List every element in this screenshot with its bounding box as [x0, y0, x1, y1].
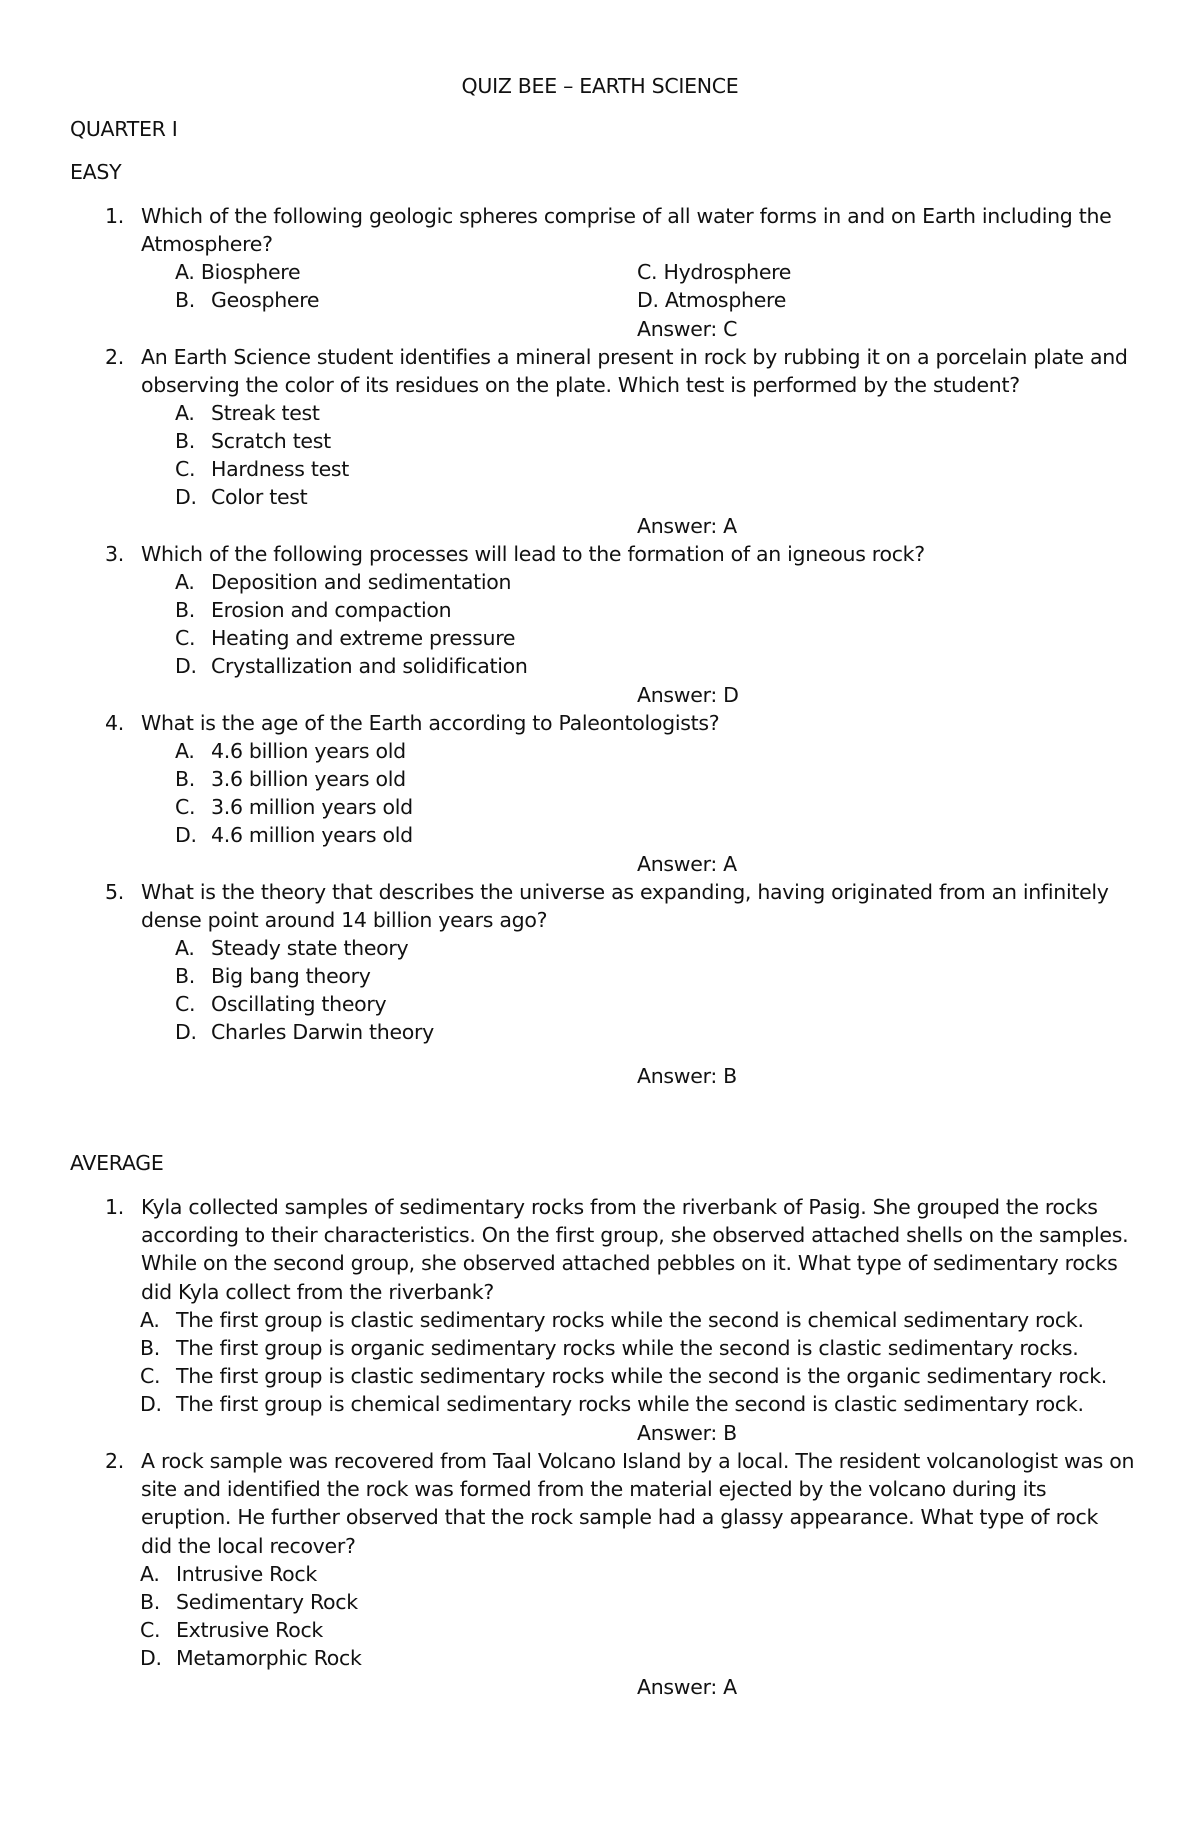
option: [175, 793, 413, 821]
question-text: A rock sample was recovered from Taal Volcano Island by a local. The resident volcanologist was on site and identified the rock was formed from the material ejected by the volcano during its eruption. He further observed that the rock sample had a glassy appearance. What type of rock did the local recover?: [141, 1449, 1135, 1558]
answer: Answer: A: [637, 1675, 737, 1699]
option-text: Heating and extreme pressure: [211, 626, 516, 650]
option-letter: C.: [175, 626, 196, 650]
option-letter: B.: [175, 767, 195, 791]
option-letter: C.: [175, 457, 196, 481]
option-text: Color test: [211, 485, 308, 509]
option: [175, 652, 528, 680]
option-letter: A.: [140, 1308, 160, 1332]
question: [105, 1193, 1135, 1306]
option-text: Atmosphere: [664, 288, 787, 312]
option-letter: A.: [175, 739, 195, 763]
option-text: Streak test: [211, 401, 320, 425]
option-text: 4.6 billion years old: [211, 739, 406, 763]
option: [140, 1390, 1084, 1418]
answer: Answer: D: [637, 683, 739, 707]
option: [175, 568, 511, 596]
option: [175, 483, 307, 511]
option-letter: D.: [175, 1020, 197, 1044]
option-letter: D.: [637, 288, 659, 312]
option: [140, 1306, 1084, 1334]
question-text: Which of the following processes will lead to the formation of an igneous rock?: [141, 542, 925, 566]
option-text: The first group is organic sedimentary rocks while the second is clastic sedimentary rocks.: [176, 1336, 1079, 1360]
question-number: 1.: [105, 1195, 124, 1219]
question-text: What is the theory that describes the universe as expanding, having originated from an infinitely dense point around 14 billion years ago?: [141, 880, 1109, 933]
option: [140, 1334, 1078, 1362]
option-letter: B.: [175, 598, 195, 622]
question-number: 2.: [105, 345, 124, 369]
option-text: Charles Darwin theory: [211, 1020, 434, 1044]
option-text: Steady state theory: [211, 936, 409, 960]
question: [105, 878, 1135, 934]
option: [175, 962, 371, 990]
option: [175, 934, 408, 962]
option: [140, 1560, 317, 1588]
question: [105, 540, 1135, 568]
option-text: Biosphere: [200, 260, 301, 284]
option-letter: C.: [140, 1364, 161, 1388]
option-text: Metamorphic Rock: [176, 1646, 362, 1670]
answer: Answer: C: [637, 317, 738, 341]
option-letter: C.: [175, 992, 196, 1016]
option: [175, 765, 406, 793]
option-text: Oscillating theory: [211, 992, 387, 1016]
option: [637, 286, 786, 314]
option: [637, 258, 791, 286]
option: [175, 427, 331, 455]
question-number: 2.: [105, 1449, 124, 1473]
quarter-heading: QUARTER I: [70, 117, 178, 141]
option: [175, 737, 406, 765]
option-text: Intrusive Rock: [176, 1562, 317, 1586]
question-text: What is the age of the Earth according to Paleontologists?: [141, 711, 720, 735]
option-letter: D.: [140, 1392, 162, 1416]
option-letter: B.: [175, 429, 195, 453]
option-letter: A.: [175, 570, 195, 594]
option-text: The first group is clastic sedimentary rocks while the second is chemical sedimentary rock.: [176, 1308, 1084, 1332]
option: [175, 399, 320, 427]
option-letter: C.: [175, 795, 196, 819]
option-text: Scratch test: [211, 429, 331, 453]
option: [175, 455, 349, 483]
option-text: Hydrosphere: [663, 260, 792, 284]
option: [175, 286, 319, 314]
option-letter: D.: [175, 485, 197, 509]
question: [105, 202, 1135, 258]
option-letter: B.: [175, 964, 195, 988]
option: [140, 1616, 323, 1644]
option-letter: D.: [140, 1646, 162, 1670]
question-number: 4.: [105, 711, 124, 735]
average-heading: AVERAGE: [70, 1151, 164, 1175]
option-letter: C.: [637, 260, 658, 284]
option-text: Hardness test: [211, 457, 350, 481]
question-number: 1.: [105, 204, 124, 228]
option: [140, 1588, 358, 1616]
option-letter: A.: [140, 1562, 160, 1586]
option: [140, 1644, 362, 1672]
option-text: Big bang theory: [211, 964, 371, 988]
option-letter: B.: [140, 1590, 160, 1614]
option-text: Crystallization and solidification: [211, 654, 528, 678]
question-text: Kyla collected samples of sedimentary rocks from the riverbank of Pasig. She grouped the rocks according to their characteristics. On the first group, she observed attached shells on the samples. While on the second group, she observed attached pebbles on it. What type of sedimentary rocks did Kyla collect from the riverbank?: [141, 1195, 1129, 1304]
page-title: QUIZ BEE – EARTH SCIENCE: [461, 74, 739, 98]
option: [175, 990, 386, 1018]
option-letter: A.: [175, 260, 195, 284]
option-text: 4.6 million years old: [211, 823, 413, 847]
option: [175, 596, 451, 624]
question-number: 3.: [105, 542, 124, 566]
option-text: 3.6 million years old: [211, 795, 413, 819]
answer: Answer: A: [637, 514, 737, 538]
option-text: Geosphere: [211, 288, 320, 312]
option-letter: A.: [175, 936, 195, 960]
option: [140, 1362, 1107, 1390]
question: [105, 709, 1135, 737]
option: [175, 1018, 434, 1046]
option-letter: A.: [175, 401, 195, 425]
option-text: The first group is chemical sedimentary rocks while the second is clastic sedimentary rock.: [176, 1392, 1084, 1416]
question-number: 5.: [105, 880, 124, 904]
option: [175, 258, 300, 286]
option-letter: B.: [140, 1336, 160, 1360]
option-text: Extrusive Rock: [176, 1618, 323, 1642]
option-text: Sedimentary Rock: [176, 1590, 358, 1614]
option-text: Erosion and compaction: [211, 598, 452, 622]
option-letter: B.: [175, 288, 195, 312]
easy-heading: EASY: [70, 160, 122, 184]
answer: Answer: A: [637, 852, 737, 876]
question-text: An Earth Science student identifies a mineral present in rock by rubbing it on a porcelain plate and observing the color of its residues on the plate. Which test is performed by the student?: [141, 345, 1128, 398]
answer: Answer: B: [637, 1064, 737, 1088]
option-letter: C.: [140, 1618, 161, 1642]
question: [105, 1447, 1135, 1560]
answer: Answer: B: [637, 1421, 737, 1445]
question-text: Which of the following geologic spheres comprise of all water forms in and on Earth including the Atmosphere?: [141, 204, 1112, 257]
option-letter: D.: [175, 654, 197, 678]
option-letter: D.: [175, 823, 197, 847]
option: [175, 624, 515, 652]
option-text: Deposition and sedimentation: [211, 570, 512, 594]
option-text: 3.6 billion years old: [211, 767, 406, 791]
option: [175, 821, 413, 849]
option-text: The first group is clastic sedimentary rocks while the second is the organic sedimentary rock.: [176, 1364, 1108, 1388]
question: [105, 343, 1135, 399]
